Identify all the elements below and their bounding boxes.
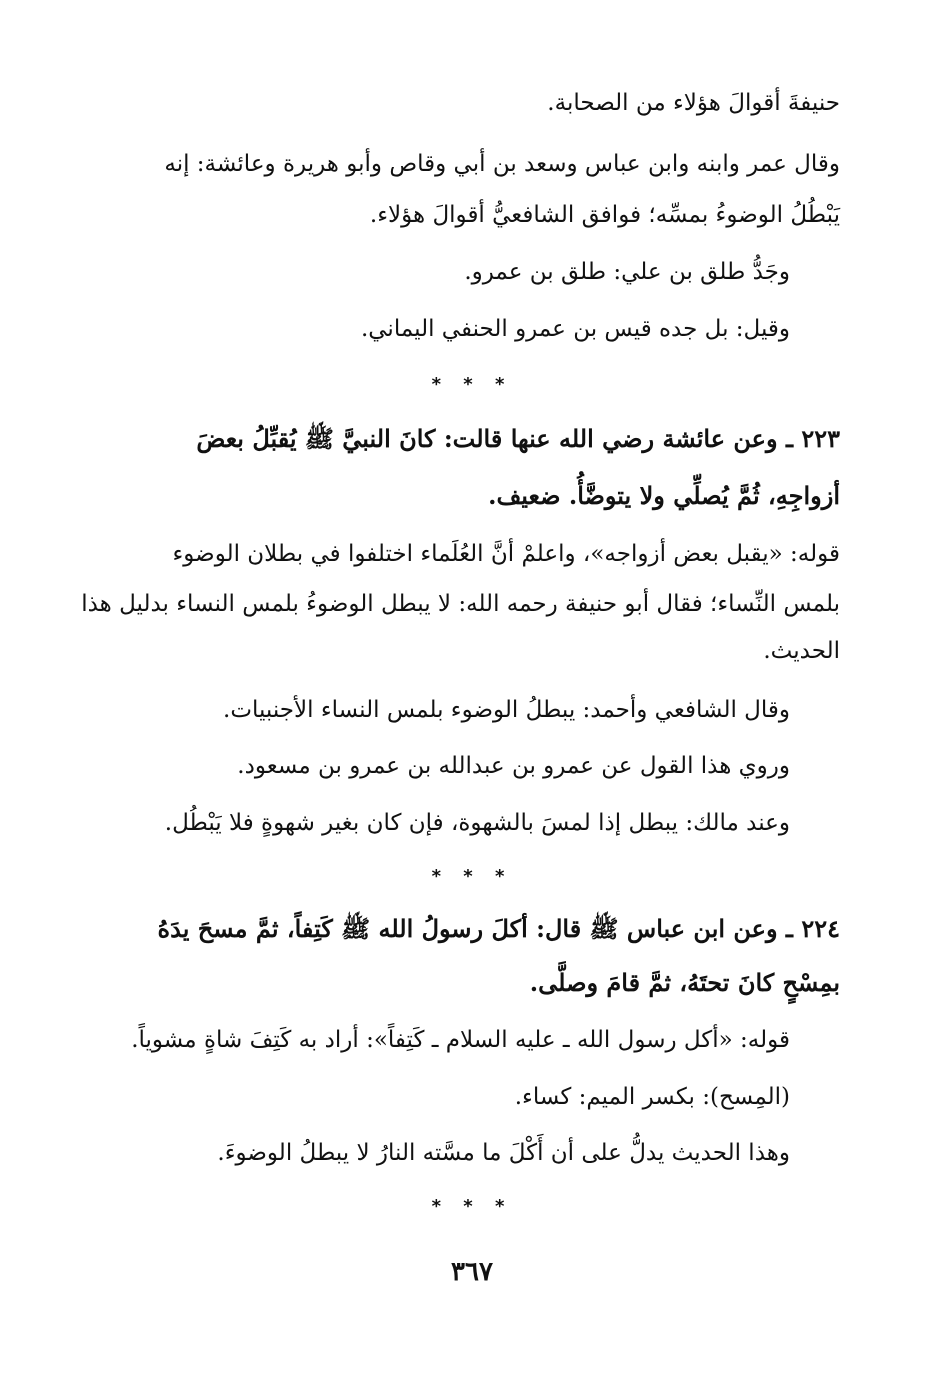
page-number: ٣٦٧ — [451, 1257, 493, 1287]
text-line: وهذا الحديث يدلُّ على أن أَكْلَ ما مسَّته النارُ لا يبطلُ الوضوءَ. — [217, 1140, 790, 1166]
text-line: وروي هذا القول عن عمرو بن عبدالله بن عمرو بن مسعود. — [237, 753, 790, 779]
text-line: وقيل: بل جده قيس بن عمرو الحنفي اليماني. — [360, 316, 790, 342]
text-line: قوله: «يقبل بعض أزواجه»، واعلمْ أنَّ العُلَماء اختلفوا في بطلان الوضوء — [172, 541, 840, 567]
text-line: بلمس النِّساء؛ فقال أبو حنيفة رحمه الله: لا يبطل الوضوءُ بلمس النساء بدليل هذا — [81, 591, 840, 617]
hadith-224-line-1: ٢٢٤ ـ وعن ابن عباس ﷺ قال: أكلَ رسولُ الله ﷺ كَتِفاً، ثمَّ مسحَ يدَهُ — [157, 914, 840, 943]
text-line: وعند مالك: يبطل إذا لمسَ بالشهوة، فإن كان بغير شهوةٍ فلا يَبْطُل. — [164, 810, 790, 836]
text-line: (المِسح): بكسر الميم: كساء. — [514, 1084, 790, 1110]
hadith-224-line-2: بمِسْحٍ كانَ تحتَهُ، ثمَّ قامَ وصلَّى. — [529, 968, 840, 997]
text-line: يَبْطُلُ الوضوءُ بمسِّه؛ فوافق الشافعيُّ أقوالَ هؤلاء. — [369, 202, 840, 228]
section-separator: * * * — [431, 866, 513, 887]
text-line: الحديث. — [763, 638, 840, 664]
text-line: وقال الشافعي وأحمد: يبطلُ الوضوء بلمس النساء الأجنبيات. — [223, 697, 790, 723]
section-separator: * * * — [431, 374, 513, 395]
section-separator: * * * — [431, 1196, 513, 1217]
hadith-223-line-1: ٢٢٣ ـ وعن عائشة رضي الله عنها قالت: كانَ النبيَّ ﷺ يُقبِّلُ بعضَ — [196, 424, 840, 453]
text-line: وقال عمر وابنه وابن عباس وسعد بن أبي وقاص وأبو هريرة وعائشة: إنه — [164, 151, 840, 177]
text-line: قوله: «أكل رسول الله ـ عليه السلام ـ كَتِفاً»: أراد به كَتِفَ شاةٍ مشوياً. — [131, 1027, 790, 1053]
text-line: وجَدُّ طلق بن علي: طلق بن عمرو. — [464, 259, 790, 285]
text-line: حنيفةَ أقوالَ هؤلاء من الصحابة. — [547, 90, 840, 116]
hadith-223-line-2: أزواجِهِ، ثُمَّ يُصلِّي ولا يتوضَّأُ. ضعيف. — [488, 481, 840, 510]
